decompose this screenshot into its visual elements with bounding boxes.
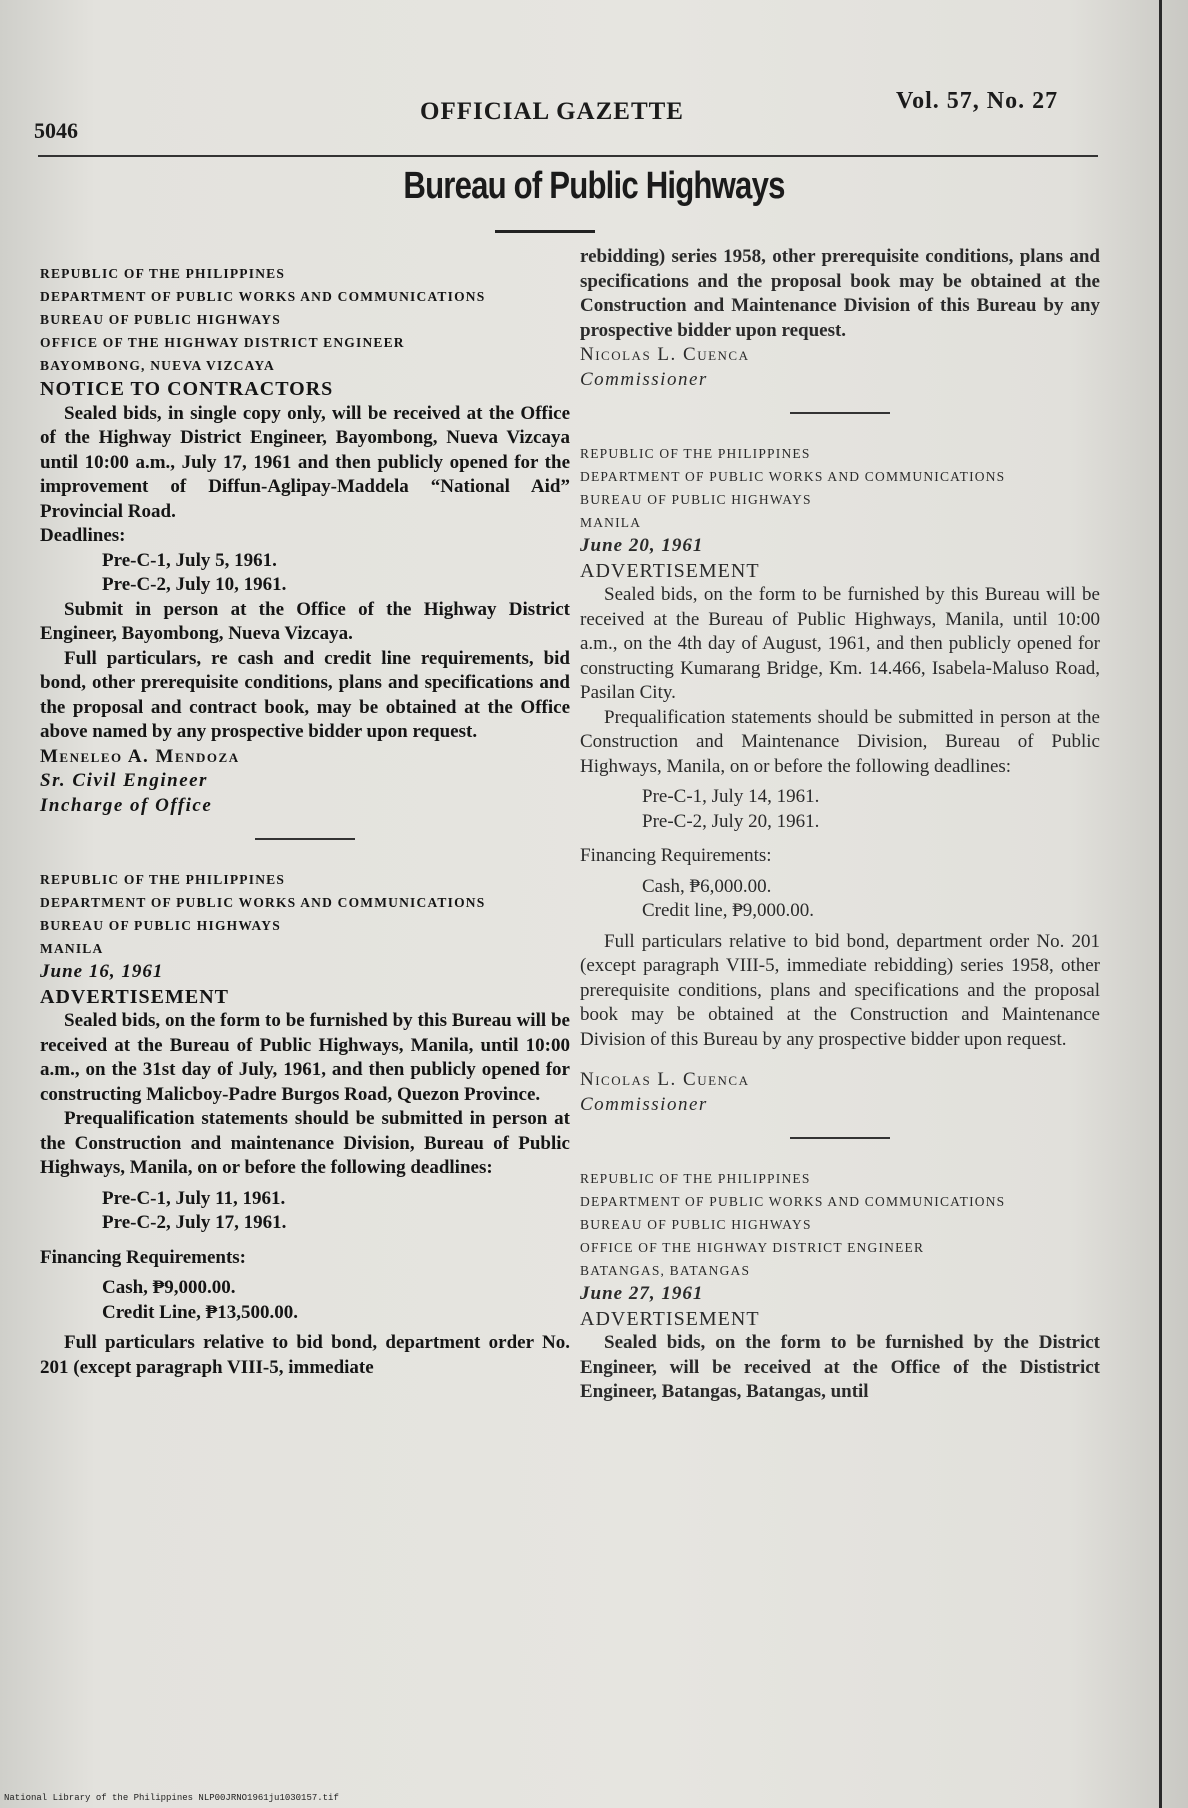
right-column — [580, 245, 1100, 1405]
financing-item: Credit Line, ₱13,500.00. — [102, 1301, 298, 1323]
header-line: REPUBLIC OF THE PHILIPPINES — [40, 872, 286, 887]
signer-title: Sr. Civil Engineer — [40, 770, 208, 791]
advertisement-paragraph: Sealed bids, on the form to be furnished by the District Engineer, will be received at the Office of the Dististrict Engineer, Batangas, Batangas, until — [580, 1332, 1100, 1402]
title-rule — [495, 230, 595, 233]
advertisement-date: June 16, 1961 — [40, 961, 164, 982]
header-line: BUREAU OF PUBLIC HIGHWAYS — [40, 312, 281, 327]
advertisement-date: June 20, 1961 — [580, 535, 704, 556]
financing-item: Cash, ₱9,000.00. — [102, 1277, 236, 1298]
header-line: BATANGAS, BATANGAS — [580, 1263, 751, 1278]
notice-header — [40, 262, 570, 377]
header-line: MANILA — [580, 515, 642, 530]
advertisement-paragraph: Full particulars relative to bid bond, department order No. 201 (except paragraph VIII-5, immediate — [40, 1332, 570, 1378]
header-line: BAYOMBONG, NUEVA VIZCAYA — [40, 358, 275, 373]
signer-title: Incharge of Office — [40, 794, 213, 816]
notice-heading: NOTICE TO CONTRACTORS — [40, 378, 334, 400]
deadline-item: Pre-C-2, July 17, 1961. — [102, 1212, 287, 1233]
deadline-item: Pre-C-1, July 11, 1961. — [102, 1187, 286, 1209]
volume-number: Vol. 57, No. 27 — [896, 88, 1059, 114]
page-spine-edge — [1159, 0, 1162, 1808]
header-line: REPUBLIC OF THE PHILIPPINES — [580, 1171, 811, 1186]
header-rule — [38, 155, 1098, 157]
advertisement-header — [580, 442, 1100, 534]
advertisement-heading: ADVERTISEMENT — [580, 1307, 760, 1330]
advertisement-paragraph: Prequalification statements should be submitted in person at the Construction and maintenance Division, Bureau of Public Highways, Manila, on or before the following deadlines: — [40, 1108, 570, 1178]
header-line: BUREAU OF PUBLIC HIGHWAYS — [40, 918, 281, 933]
advertisement-heading: ADVERTISEMENT — [40, 985, 229, 1008]
advertisement-header — [40, 868, 570, 960]
page-number: 5046 — [34, 118, 78, 143]
header-line: DEPARTMENT OF PUBLIC WORKS AND COMMUNICATIONS — [580, 469, 1006, 484]
signer-name: Meneleo A. Mendoza — [40, 745, 240, 767]
advertisement-date: June 27, 1961 — [580, 1283, 704, 1304]
section-title: Bureau of Public Highways — [403, 165, 785, 207]
financing-item: Cash, ₱6,000.00. — [642, 875, 772, 897]
header-line: OFFICE OF THE HIGHWAY DISTRICT ENGINEER — [40, 335, 405, 350]
deadlines-label: Deadlines: — [40, 525, 126, 546]
advertisement-paragraph: Sealed bids, on the form to be furnished by this Bureau will be received at the Bureau of Public Highways, Manila, until 10:00 a.m., on the 31st day of July, 1961, and then publicly opened for constructing Malicboy-Padre Burgos Road, Quezon Province. — [40, 1010, 570, 1105]
gazette-title: OFFICIAL GAZETTE — [420, 98, 684, 125]
notice-paragraph: Full particulars, re cash and credit line requirements, bid bond, other prerequisite conditions, plans and specifications and the proposal and contract book, may be obtained at the Office above named by any prospective bidder upon request. — [40, 647, 570, 742]
continued-paragraph: rebidding) series 1958, other prerequisite conditions, plans and specifications and the proposal book may be obtained at the Construction and Maintenance Division of this Bureau by any prospective bidder upon request. — [580, 246, 1100, 341]
advertisement-paragraph: Full particulars relative to bid bond, department order No. 201 (except paragraph VIII-5, immediate rebidding) series 1958, other prerequisite conditions, plans and specifications and the proposal book may be obtained at the Construction and Maintenance Division of this Bureau by any prospective bidder upon request. — [580, 930, 1100, 1050]
advertisement-header — [580, 1167, 1100, 1282]
scan-footer: National Library of the Philippines NLP00JRNO1961ju1030157.tif — [4, 1793, 339, 1803]
section-separator — [790, 1137, 890, 1139]
advertisement-paragraph: Sealed bids, on the form to be furnished by this Bureau will be received at the Bureau of Public Highways, Manila, until 10:00 a.m., on the 4th day of August, 1961, and then publicly opened for constructing Kumarang Bridge, Km. 14.466, Isabela-Maluso Road, Pasilan City. — [580, 584, 1100, 703]
section-separator — [790, 412, 890, 414]
header-line: DEPARTMENT OF PUBLIC WORKS AND COMMUNICATIONS — [580, 1194, 1006, 1209]
header-line: DEPARTMENT OF PUBLIC WORKS AND COMMUNICATIONS — [40, 895, 486, 910]
header-line: BUREAU OF PUBLIC HIGHWAYS — [580, 1217, 812, 1232]
header-line: BUREAU OF PUBLIC HIGHWAYS — [580, 492, 812, 507]
header-line: OFFICE OF THE HIGHWAY DISTRICT ENGINEER — [580, 1240, 925, 1255]
deadline-item: Pre-C-1, July 5, 1961. — [102, 549, 277, 571]
header-line: DEPARTMENT OF PUBLIC WORKS AND COMMUNICATIONS — [40, 289, 486, 304]
deadline-item: Pre-C-2, July 10, 1961. — [102, 574, 287, 595]
signer-name: Nicolas L. Cuenca — [580, 1069, 750, 1090]
financing-label: Financing Requirements: — [580, 845, 772, 866]
financing-item: Credit line, ₱9,000.00. — [642, 900, 815, 921]
signer-title: Commissioner — [580, 368, 708, 390]
deadline-item: Pre-C-1, July 14, 1961. — [642, 786, 820, 807]
advertisement-heading: ADVERTISEMENT — [580, 559, 760, 582]
header-line: REPUBLIC OF THE PHILIPPINES — [40, 266, 286, 281]
financing-label: Financing Requirements: — [40, 1246, 247, 1268]
deadline-item: Pre-C-2, July 20, 1961. — [642, 810, 820, 832]
notice-paragraph: Sealed bids, in single copy only, will be received at the Office of the Highway District Engineer, Bayombong, Nueva Vizcaya until 10:00 a.m., July 17, 1961 and then publicly opened for the improvement of Diffun-Aglipay-Maddela “National Aid” Provincial Road. — [40, 402, 570, 522]
header-line: MANILA — [40, 941, 104, 956]
left-column — [40, 262, 570, 1380]
signer-title: Commissioner — [580, 1093, 708, 1115]
header-line: REPUBLIC OF THE PHILIPPINES — [580, 446, 811, 461]
advertisement-paragraph: Prequalification statements should be submitted in person at the Construction and Maintenance Division, Bureau of Public Highways, Manila, on or before the following deadlines: — [580, 706, 1100, 777]
section-separator — [255, 838, 355, 840]
notice-paragraph: Submit in person at the Office of the Highway District Engineer, Bayombong, Nueva Vizcaya. — [40, 598, 570, 644]
signer-name: Nicolas L. Cuenca — [580, 344, 750, 365]
